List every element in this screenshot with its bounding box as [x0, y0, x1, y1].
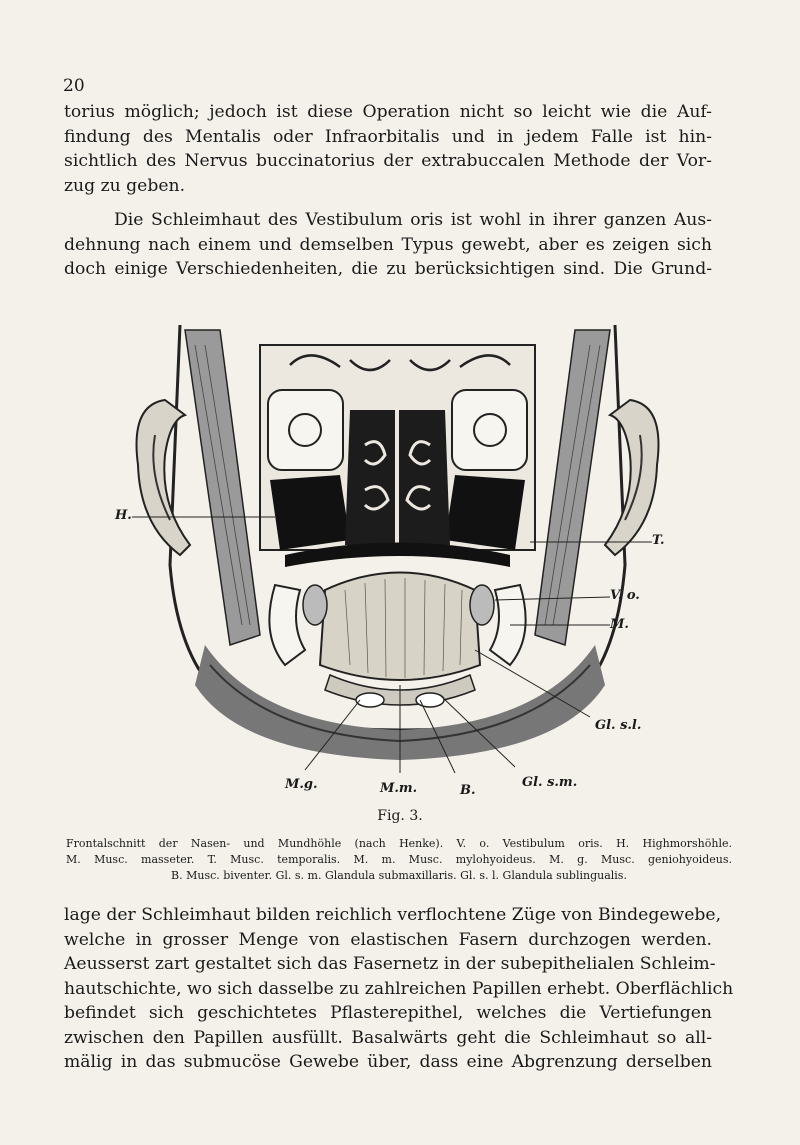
- anatomical-figure: [110, 305, 685, 805]
- text-line: lage der Schleimhaut bilden reichlich verflochtene Züge von Bindegewebe,: [64, 905, 722, 925]
- left-mandible: [269, 585, 305, 665]
- tongue: [320, 573, 480, 681]
- figure-title: Fig. 3.: [377, 808, 423, 824]
- right-maxillary-sinus: [445, 475, 525, 550]
- caption-line: B. Musc. biventer. Gl. s. m. Glandula submaxillaris. Gl. s. l. Glandula sublingualis.: [171, 869, 627, 882]
- caption-line: M. Musc. masseter. T. Musc. temporalis. M. m. Musc. mylohyoideus. M. g. Musc. geniohyoideus.: [66, 853, 732, 866]
- text-line: findung des Mentalis oder Infraorbitalis und in jedem Falle ist hin-: [64, 126, 712, 147]
- label-t: T.: [652, 533, 665, 548]
- text-line: mälig in das submucöse Gewebe über, dass eine Abgrenzung derselben: [64, 1052, 712, 1072]
- label-b: B.: [460, 783, 476, 798]
- right-orbit: [452, 390, 527, 470]
- label-gl-sl: Gl. s.l.: [595, 718, 642, 733]
- label-mm: M.m.: [380, 781, 418, 796]
- label-mg: M.g.: [285, 777, 318, 792]
- text-line: hautschichte, wo sich dasselbe zu zahlreichen Papillen erhebt. Oberflächlich: [64, 978, 734, 999]
- left-orbit: [268, 390, 343, 470]
- figure-caption: [66, 836, 732, 884]
- label-gl-sm: Gl. s.m.: [522, 775, 578, 790]
- label-m: M.: [610, 617, 629, 632]
- text-line: doch einige Verschiedenheiten, die zu berücksichtigen sind. Die Grund-: [64, 259, 712, 279]
- left-maxillary-sinus: [270, 475, 350, 550]
- caption-line: Frontalschnitt der Nasen- und Mundhöhle (nach Henke). V. o. Vestibulum oris. H. Highmorshöhle.: [66, 837, 732, 850]
- text-line: Aeusserst zart gestaltet sich das Fasernetz in der subepithelialen Schleim-: [64, 954, 716, 974]
- left-temporalis: [185, 330, 260, 645]
- text-line: befindet sich geschichtetes Pflasterepithel, welches die Vertiefungen: [64, 1003, 712, 1023]
- text-line: torius möglich; jedoch ist diese Operation nicht so leicht wie die Auf-: [64, 102, 712, 122]
- text-line: zug zu geben.: [64, 175, 186, 196]
- text-line: dehnung nach einem und demselben Typus gewebt, aber es zeigen sich: [64, 234, 712, 255]
- label-vo: V. o.: [610, 588, 640, 603]
- label-h: H.: [115, 508, 132, 523]
- left-ear: [137, 400, 190, 555]
- paragraph-bottom: [64, 903, 734, 1075]
- text-line: Die Schleimhaut des Vestibulum oris ist wohl in ihrer ganzen Aus-: [114, 210, 712, 230]
- text-line: sichtlich des Nervus buccinatorius der extrabuccalen Methode der Vor-: [64, 151, 712, 171]
- page-number: 20: [63, 76, 85, 96]
- text-line: welche in grosser Menge von elastischen Fasern durchzogen werden.: [64, 929, 712, 950]
- paragraph-top: [64, 100, 712, 198]
- right-ear: [605, 400, 658, 555]
- text-line: zwischen den Papillen ausfüllt. Basalwärts geht die Schleimhaut so all-: [64, 1027, 712, 1048]
- paragraph-middle: [64, 208, 712, 282]
